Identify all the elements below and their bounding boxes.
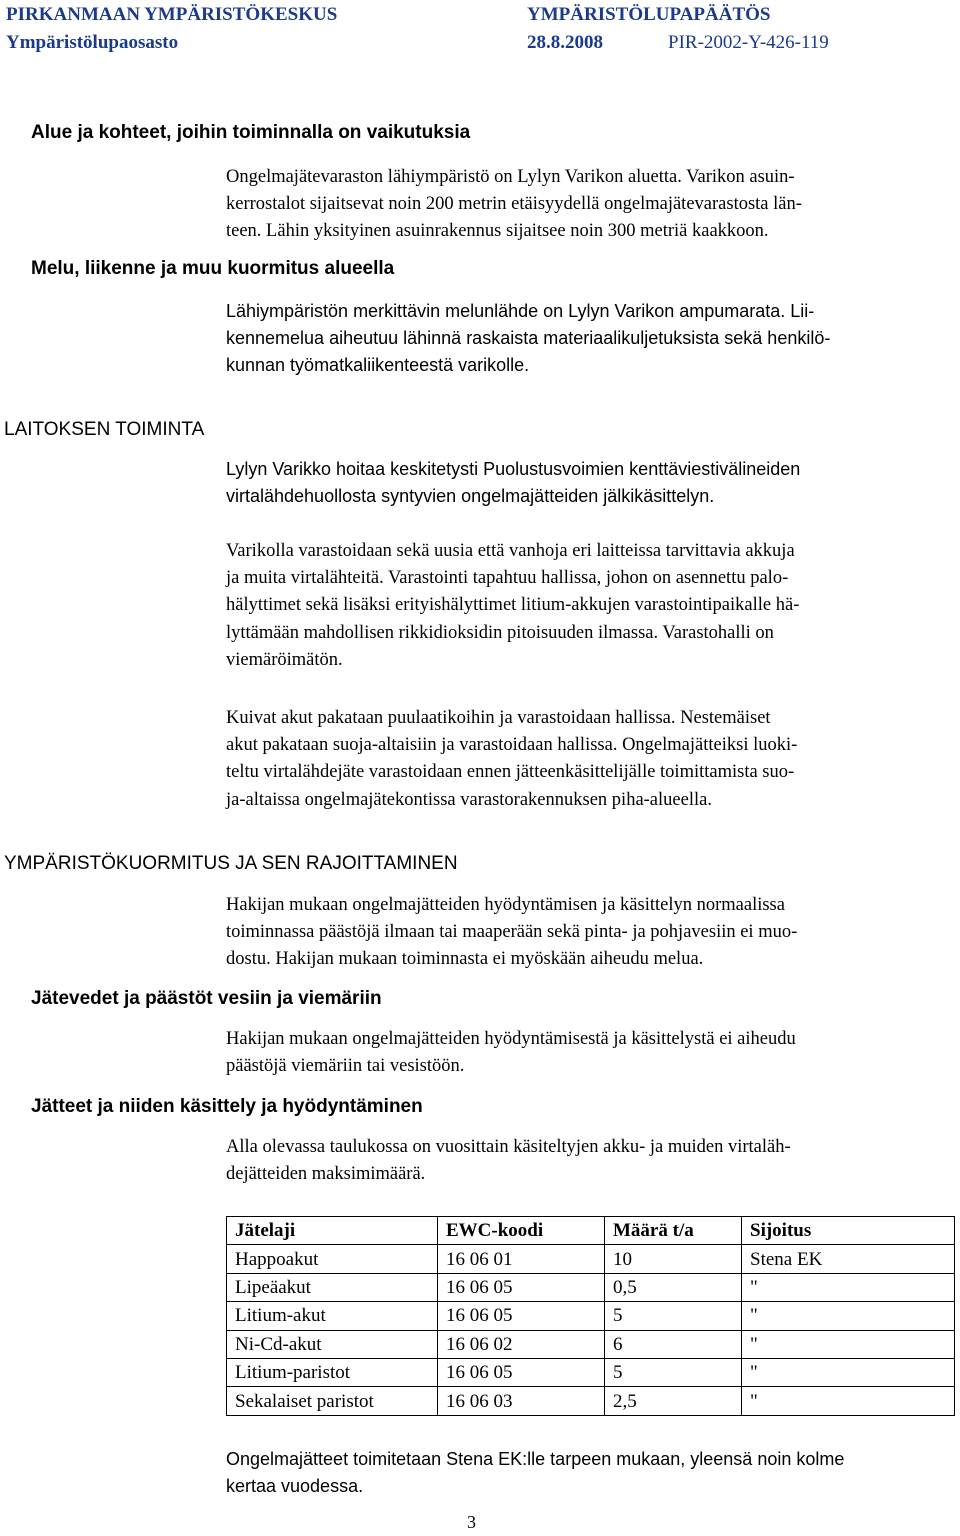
table-cell: 10 <box>605 1245 742 1273</box>
paragraph-jatteet: Alla olevassa taulukossa on vuosittain käsiteltyjen akku- ja muiden virtaläh- dejätteiden maksimimäärä. <box>226 1137 791 1185</box>
table-cell: 5 <box>605 1358 742 1386</box>
table-cell: 16 06 05 <box>438 1302 605 1330</box>
heading-ymparistokuormitus: YMPÄRISTÖKUORMITUS JA SEN RAJOITTAMINEN <box>4 853 458 874</box>
heading-melu: Melu, liikenne ja muu kuormitus alueella <box>31 258 395 279</box>
table-row <box>227 1358 955 1386</box>
table-row <box>227 1273 955 1301</box>
heading-laitoksen-toiminta: LAITOKSEN TOIMINTA <box>4 419 205 440</box>
header-doc-type: YMPÄRISTÖLUPAPÄÄTÖS <box>527 4 771 25</box>
table-row <box>227 1387 955 1415</box>
paragraph-melu: Lähiympäristön merkittävin melunlähde on Lylyn Varikon ampumarata. Lii- kennemelua aiheutuu lähinnä raskaista materiaalikuljetuksista sekä henkilö- kunnan työmatkaliikenteestä varikolle. <box>226 301 831 376</box>
table-header-row <box>227 1217 955 1245</box>
heading-alue: Alue ja kohteet, joihin toiminnalla on vaikutuksia <box>31 122 471 143</box>
page-number: 3 <box>467 1512 476 1532</box>
table-header-cell: Määrä t/a <box>605 1217 742 1245</box>
paragraph-alue: Ongelmajätevaraston lähiympäristö on Lylyn Varikon aluetta. Varikon asuin- kerrostalot sijaitsevat noin 200 metrin etäisyydellä ongelmajätevarastosta län- teen. Lähin yksityinen asuinrakennus sijaitsee noin 300 metriä kaakkoon. <box>226 167 802 242</box>
paragraph-laitos-2: Varikolla varastoidaan sekä uusia että vanhoja eri laitteissa tarvittavia akkuja ja muita virtalähteitä. Varastointi tapahtuu hallissa, johon on asennettu palo- hälyttimet sekä lisäksi erityishälyttimet litium-akkujen varastointipaikalle hä- lyttämään mahdollisen rikkidioksidin pitoisuuden ilmassa. Varastohalli on viemäröimätön. <box>226 541 800 670</box>
paragraph-closing: Ongelmajätteet toimitetaan Stena EK:lle tarpeen mukaan, yleensä noin kolme kertaa vuodessa. <box>226 1449 845 1497</box>
heading-jatteet: Jätteet ja niiden käsittely ja hyödyntäminen <box>31 1096 423 1117</box>
table-row <box>227 1245 955 1273</box>
table-cell: " <box>742 1302 955 1330</box>
table-cell: Sekalaiset paristot <box>227 1387 438 1415</box>
table-cell: Ni-Cd-akut <box>227 1330 438 1358</box>
table-cell: " <box>742 1273 955 1301</box>
table-cell: 16 06 02 <box>438 1330 605 1358</box>
table-cell: Happoakut <box>227 1245 438 1273</box>
waste-table <box>226 1216 955 1416</box>
table-cell: 16 06 05 <box>438 1273 605 1301</box>
paragraph-laitos-3: Kuivat akut pakataan puulaatikoihin ja varastoidaan hallissa. Nestemäiset akut pakataan suoja-altaisiin ja varastoidaan hallissa. Ongelmajätteiksi luoki- teltu virtalähdejäte varastoidaan ennen jätteenkäsittelijälle toimittamista suo- ja-altaissa ongelmajätekontissa varastorakennuksen piha-alueella. <box>226 708 798 810</box>
table-cell: Litium-paristot <box>227 1358 438 1386</box>
table-header-cell: Jätelaji <box>227 1217 438 1245</box>
table-cell: Stena EK <box>742 1245 955 1273</box>
paragraph-jatevedet: Hakijan mukaan ongelmajätteiden hyödyntämisestä ja käsittelystä ei aiheudu päästöjä viemäriin tai vesistöön. <box>226 1029 796 1077</box>
table-row <box>227 1302 955 1330</box>
table-header-cell: EWC-koodi <box>438 1217 605 1245</box>
table-cell: 0,5 <box>605 1273 742 1301</box>
table-header-cell: Sijoitus <box>742 1217 955 1245</box>
header-date: 28.8.2008 <box>527 32 603 53</box>
header-ref: PIR-2002-Y-426-119 <box>668 32 829 53</box>
header-unit: Ympäristölupaosasto <box>6 32 179 53</box>
paragraph-ymparistokuormitus: Hakijan mukaan ongelmajätteiden hyödyntämisen ja käsittelyn normaalissa toiminnassa päästöjä ilmaan tai maaperään sekä pinta- ja pohjavesiin ei muo- dostu. Hakijan mukaan toiminnasta ei myöskään aiheudu melua. <box>226 895 798 970</box>
table-cell: " <box>742 1330 955 1358</box>
table-cell: " <box>742 1387 955 1415</box>
header-org: PIRKANMAAN YMPÄRISTÖKESKUS <box>6 4 338 25</box>
table-cell: 5 <box>605 1302 742 1330</box>
table-cell: 16 06 05 <box>438 1358 605 1386</box>
table-cell: " <box>742 1358 955 1386</box>
table-cell: 2,5 <box>605 1387 742 1415</box>
table-row <box>227 1330 955 1358</box>
table-cell: Lipeäakut <box>227 1273 438 1301</box>
table-cell: Litium-akut <box>227 1302 438 1330</box>
paragraph-laitos-1: Lylyn Varikko hoitaa keskitetysti Puolustusvoimien kenttäviestivälineiden virtalähdehuollosta syntyvien ongelmajätteiden jälkikäsittelyn. <box>226 459 801 507</box>
table-cell: 16 06 01 <box>438 1245 605 1273</box>
table-cell: 6 <box>605 1330 742 1358</box>
heading-jatevedet: Jätevedet ja päästöt vesiin ja viemäriin <box>31 988 382 1009</box>
table-cell: 16 06 03 <box>438 1387 605 1415</box>
